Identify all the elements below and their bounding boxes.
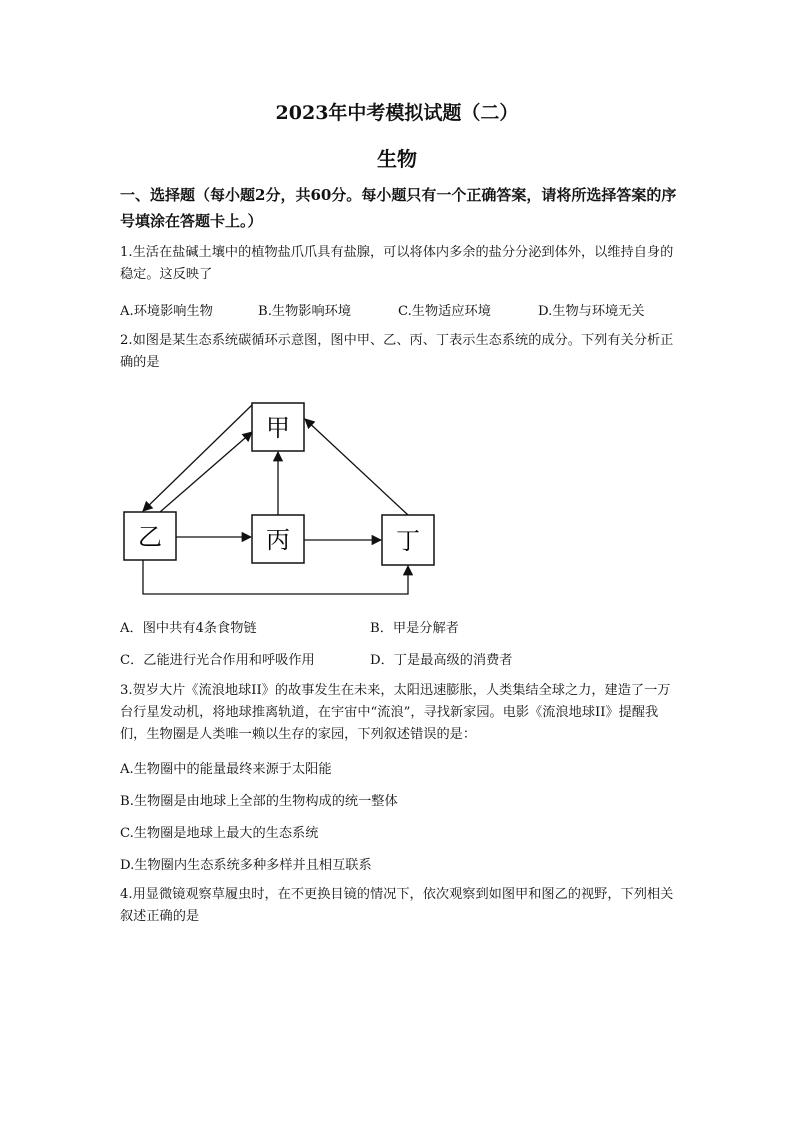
q1-option-d: D.生物与环境无关	[538, 304, 645, 319]
exam-title: 2023年中考模拟试题（二）	[275, 102, 519, 124]
q3-option-b: B.生物圈是由地球上全部的生物构成的统一整体	[120, 794, 398, 809]
arrow-ding-to-jia	[305, 419, 408, 515]
arrow-yi-to-ding	[143, 560, 408, 594]
q3-option-d: D.生物圈内生态系统多种多样并且相互联系	[120, 858, 372, 873]
q1-option-a: A.环境影响生物	[120, 304, 213, 319]
q3-stem: 3.贺岁大片《流浪地球II》的故事发生在未来，太阳迅速膨胀，人类集结全球之力，建造了一万台行星发动机，将地球推离轨道，在宇宙中“流浪”，寻找新家园。电影《流浪地球II》提醒我们，生物圈是人类唯一赖以生存的家园，下列叙述错误的是：	[120, 683, 671, 742]
subject-title: 生物	[377, 147, 417, 171]
arrow-jia-to-yi	[143, 405, 252, 511]
carbon-cycle-diagram	[110, 395, 460, 600]
node-bing-label: 丙	[266, 526, 290, 554]
section-header: 一、选择题（每小题2分，共60分。每小题只有一个正确答案，请将所选择答案的序号填涂在答题卡上。）	[120, 186, 677, 230]
q3-option-a: A.生物圈中的能量最终来源于太阳能	[120, 762, 332, 777]
q1-option-c: C.生物适应环境	[398, 304, 491, 319]
q1-option-b: B.生物影响环境	[258, 304, 352, 319]
arrow-yi-to-jia	[160, 432, 252, 512]
q3-option-c: C.生物圈是地球上最大的生态系统	[120, 826, 319, 841]
node-yi-label: 乙	[138, 523, 162, 551]
q2-stem: 2.如图是某生态系统碳循环示意图，图中甲、乙、丙、丁表示生态系统的成分。下列有关分析正确的是	[120, 333, 674, 370]
q2-option-a: A．图中共有4条食物链	[120, 621, 257, 636]
q4-stem: 4.用显微镜观察草履虫时，在不更换目镜的情况下，依次观察到如图甲和图乙的视野，下列相关叙述正确的是	[120, 887, 674, 924]
q1-stem: 1.生活在盐碱土壤中的植物盐爪爪具有盐腺，可以将体内多余的盐分分泌到体外，以维持自身的稳定。这反映了	[120, 245, 674, 282]
q2-option-c: C．乙能进行光合作用和呼吸作用	[120, 653, 315, 668]
q2-option-b: B．甲是分解者	[370, 621, 459, 636]
q2-option-d: D．丁是最高级的消费者	[370, 653, 513, 668]
node-ding-label: 丁	[396, 527, 420, 555]
node-jia-label: 甲	[266, 414, 290, 442]
